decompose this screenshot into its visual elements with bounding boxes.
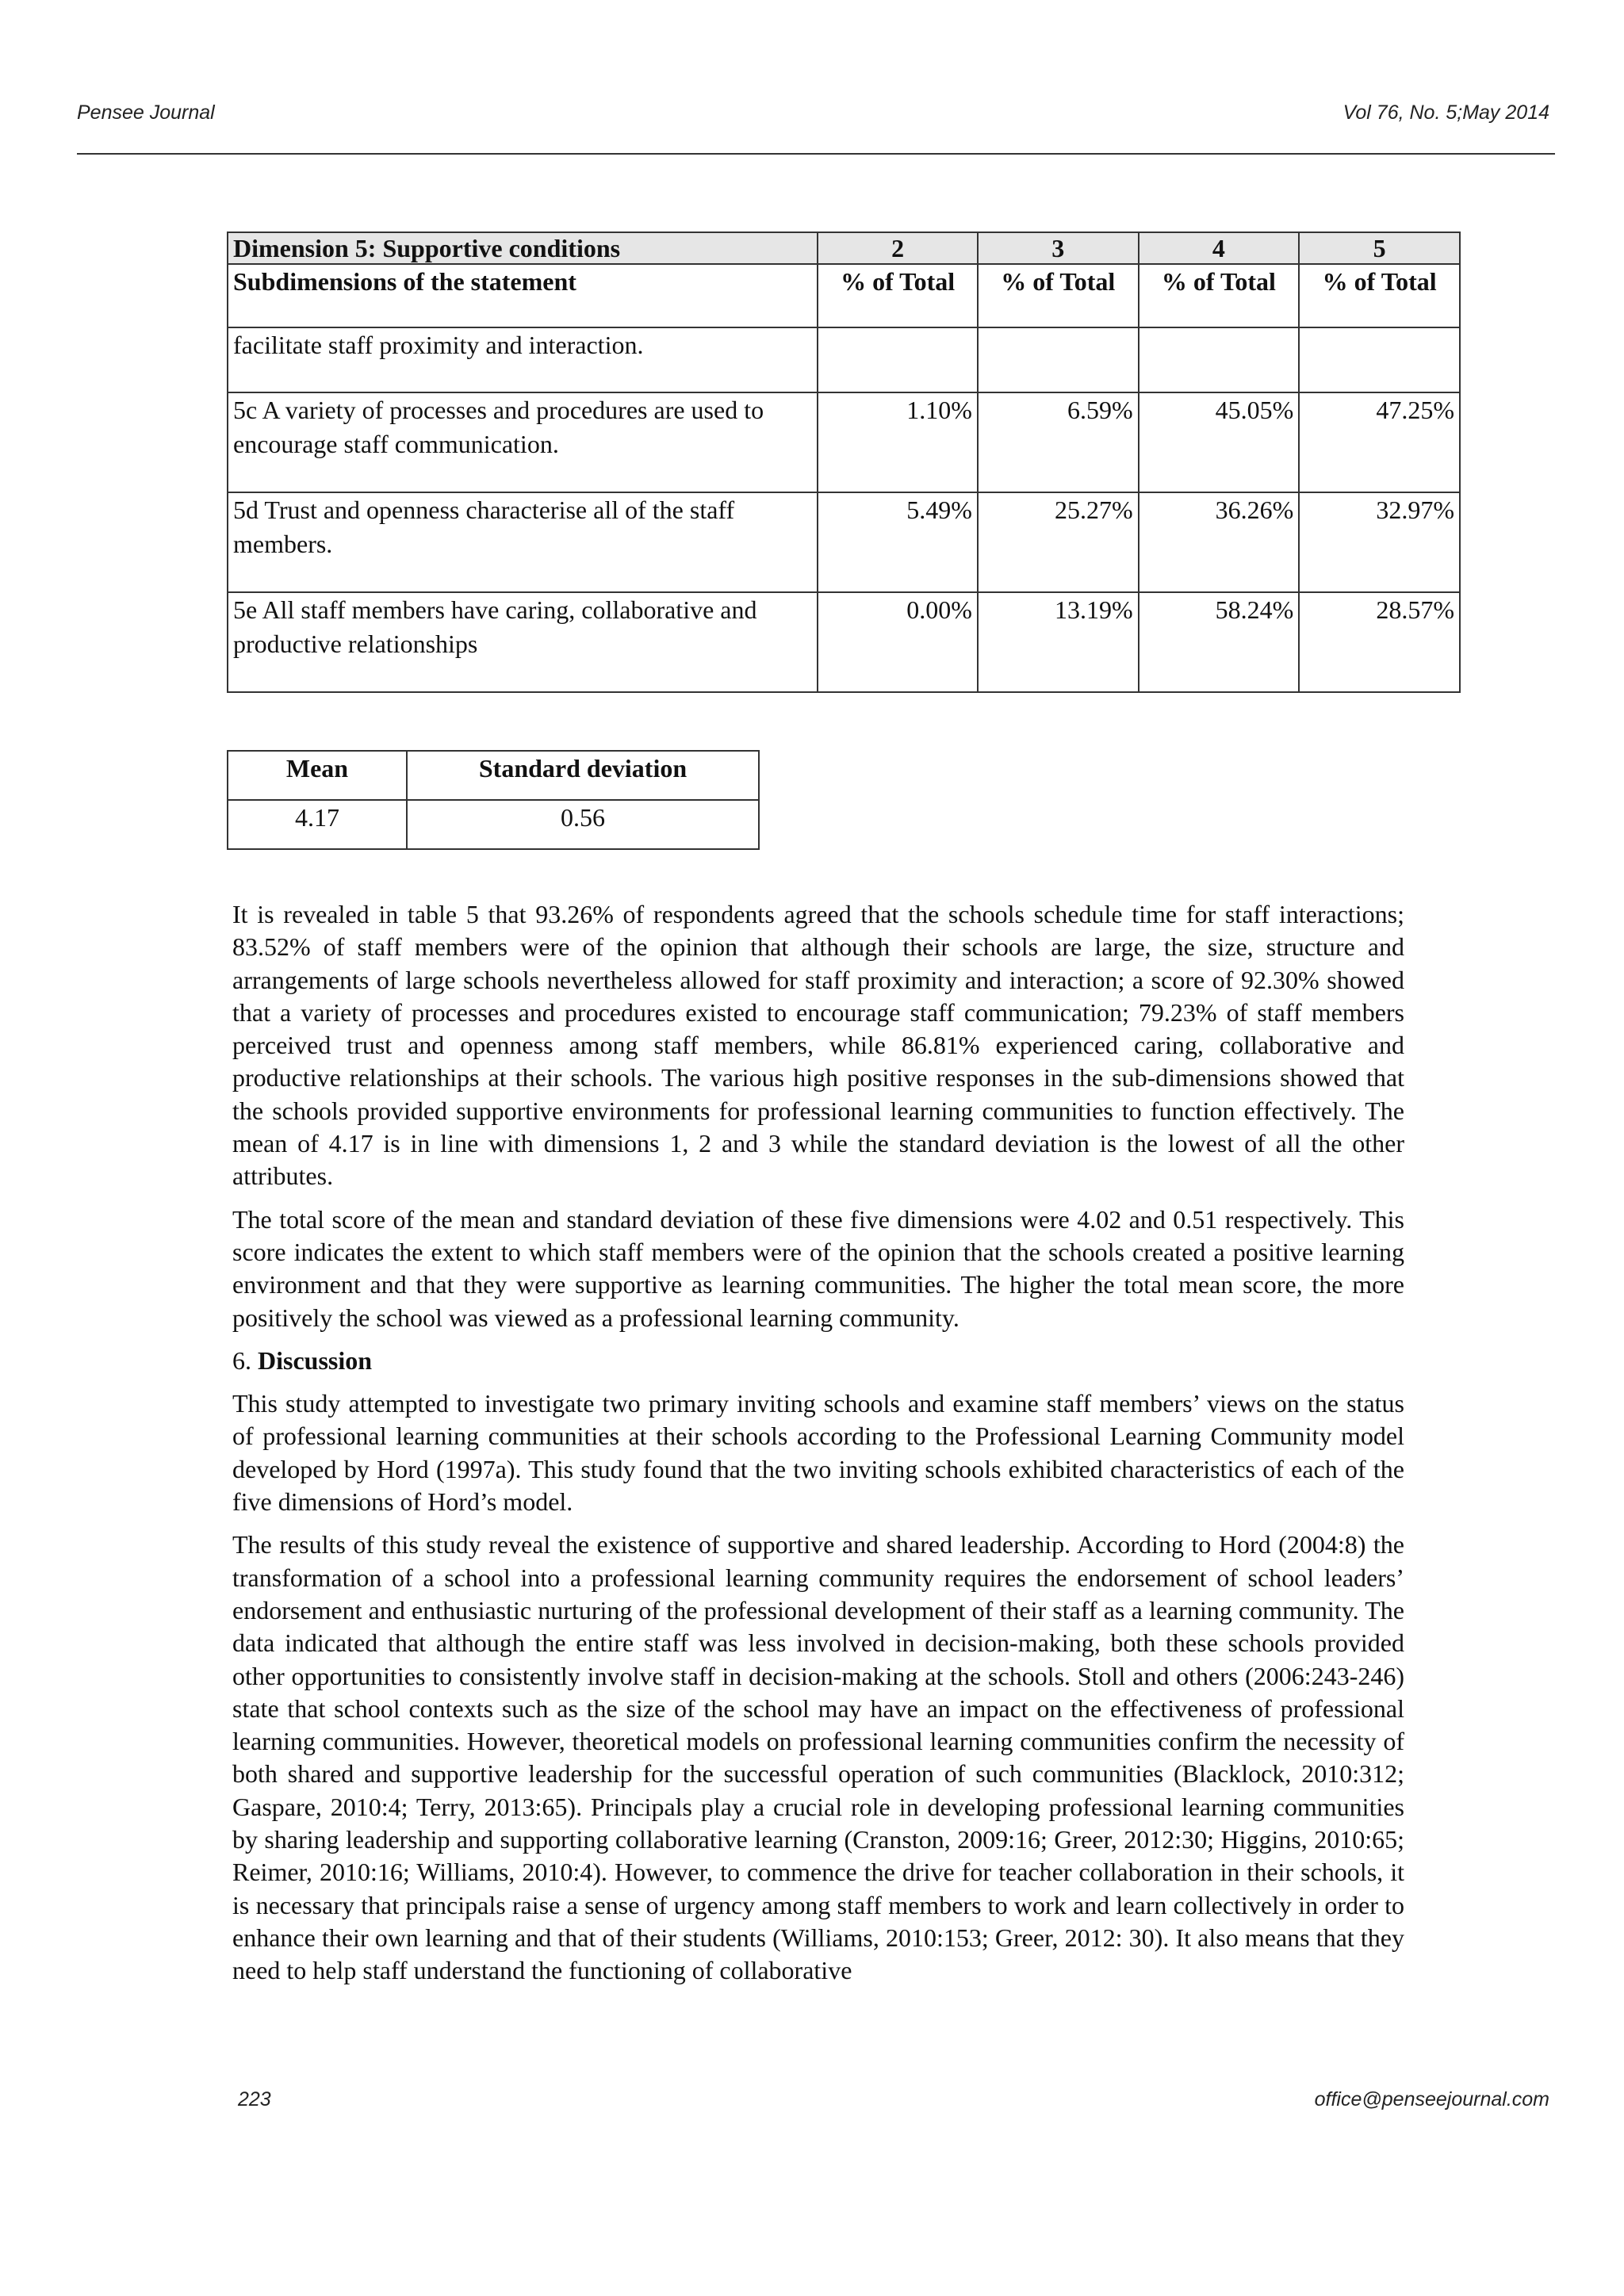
mean-value: 4.17 [228, 800, 407, 849]
value-cell: 13.19% [978, 592, 1139, 692]
value-cell: 32.97% [1299, 492, 1460, 592]
statistics-value-row [228, 800, 759, 849]
page-number: 223 [238, 2088, 271, 2110]
table-row [228, 592, 1460, 692]
table-row [228, 327, 1460, 392]
value-cell: 58.24% [1139, 592, 1300, 692]
column-header: 4 [1139, 232, 1300, 264]
value-cell: 36.26% [1139, 492, 1300, 592]
statement-text: 5d Trust and openness characterise all of the staff members. [228, 492, 818, 592]
section-number: 6. [232, 1345, 251, 1375]
table-row [228, 392, 1460, 492]
paragraph: The results of this study reveal the existence of supportive and shared leadership. According to Hord (2004:8) the transformation of a school into a professional learning community requires the endorsement of school leaders’ endorsement and enthusiastic nurturing of the professional development of their staff as a learning community. The data indicated that although the entire staff was less involved in decision-making, both these schools provided other opportunities to consistently involve staff in decision-making at the schools. Stoll and others (2006:243-246) state that school contexts such as the size of the school may have an impact on the effectiveness of professional learning communities. However, theoretical models on professional learning communities confirm the necessity of both shared and supportive leadership for the successful operation of such communities (Blacklock, 2010:312; Gaspare, 2010:4; Terry, 2013:65). Principals play a crucial role in developing professional learning communities by sharing leadership and supporting collaborative learning (Cranston, 2009:16; Greer, 2012:30; Higgins, 2010:65; Reimer, 2010:16; Williams, 2010:4). However, to commence the drive for teacher collaboration in their schools, it is necessary that principals raise a sense of urgency among staff members to work and learn collectively in order to enhance their own learning and that of their students (Williams, 2010:153; Greer, 2012: 30). It also means that they need to help staff understand the functioning of collaborative [232, 1530, 1404, 1985]
value-cell [1139, 327, 1300, 392]
paragraph: The total score of the mean and standard deviation of these five dimensions were 4.02 and 0.51 respectively. This score indicates the extent to which staff members were of the opinion that the schools created a positive learning environment and that they were supportive as learning communities. The higher the total mean score, the more positively the school was viewed as a professional learning community. [232, 1204, 1404, 1332]
percent-label: % of Total [1139, 264, 1300, 327]
table-subheader-row [228, 264, 1460, 327]
sd-label: Standard deviation [407, 751, 759, 800]
contact-email: office@penseejournal.com [1314, 2088, 1549, 2110]
journal-name: Pensee Journal [77, 101, 215, 124]
table-header-row [228, 232, 1460, 264]
section-title: Discussion [258, 1345, 373, 1375]
statistics-header-row [228, 751, 759, 800]
value-cell [978, 327, 1139, 392]
column-header: 2 [818, 232, 978, 264]
value-cell: 28.57% [1299, 592, 1460, 692]
sd-value: 0.56 [407, 800, 759, 849]
header-divider [77, 153, 1555, 155]
statement-text: facilitate staff proximity and interaction. [228, 327, 818, 392]
column-header: 3 [978, 232, 1139, 264]
value-cell: 0.00% [818, 592, 978, 692]
subheader-label: Subdimensions of the statement [228, 264, 818, 327]
value-cell: 1.10% [818, 392, 978, 492]
mean-label: Mean [228, 751, 407, 800]
value-cell: 5.49% [818, 492, 978, 592]
value-cell: 6.59% [978, 392, 1139, 492]
section-heading [232, 1345, 1404, 1377]
statement-text: 5e All staff members have caring, collaborative and productive relationships [228, 592, 818, 692]
value-cell [818, 327, 978, 392]
value-cell [1299, 327, 1460, 392]
percent-label: % of Total [978, 264, 1139, 327]
paragraph: It is revealed in table 5 that 93.26% of respondents agreed that the schools schedule time for staff interactions; 83.52% of staff members were of the opinion that although their schools are large, the size, structure and arrangements of large schools nevertheless allowed for staff proximity and interaction; a score of 92.30% showed that a variety of processes and procedures existed to encourage staff communication; 79.23% of staff members perceived trust and openness among staff members, while 86.81% experienced caring, collaborative and productive relationships at their schools. The various high positive responses in the sub-dimensions showed that the schools provided supportive environments for professional learning communities to function effectively. The mean of 4.17 is in line with dimensions 1, 2 and 3 while the standard deviation is the lowest of all the other attributes. [232, 900, 1404, 1191]
article-body [232, 898, 1404, 1998]
table-row [228, 492, 1460, 592]
value-cell: 47.25% [1299, 392, 1460, 492]
volume-info: Vol 76, No. 5;May 2014 [1342, 101, 1549, 124]
statement-text: 5c A variety of processes and procedures are used to encourage staff communication. [228, 392, 818, 492]
statistics-table [227, 750, 760, 850]
value-cell: 45.05% [1139, 392, 1300, 492]
table-title: Dimension 5: Supportive conditions [228, 232, 818, 264]
dimension-table [227, 232, 1461, 693]
percent-label: % of Total [1299, 264, 1460, 327]
percent-label: % of Total [818, 264, 978, 327]
value-cell: 25.27% [978, 492, 1139, 592]
paragraph: This study attempted to investigate two primary inviting schools and examine staff members’ views on the status of professional learning communities at their schools according to the Professional Learning Community model developed by Hord (1997a). This study found that the two inviting schools exhibited characteristics of each of the five dimensions of Hord’s model. [232, 1389, 1404, 1517]
column-header: 5 [1299, 232, 1460, 264]
